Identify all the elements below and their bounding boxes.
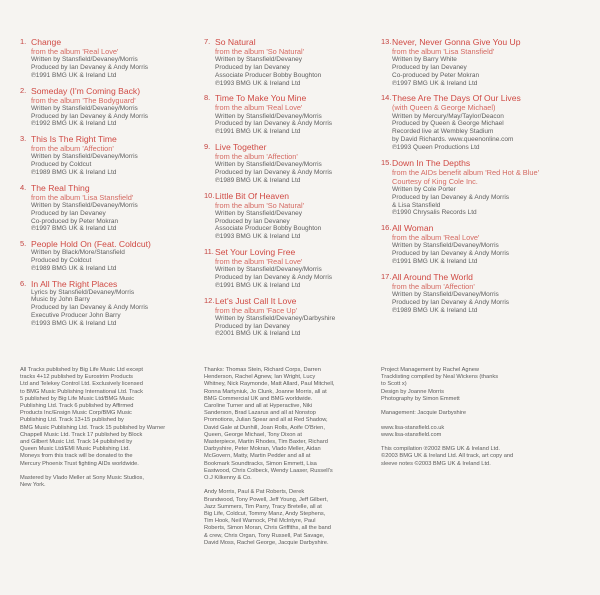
track-item (20, 134, 196, 177)
track-number: 14. (381, 93, 392, 103)
website-line: www.lisa-stansfield.co.uk (381, 424, 445, 431)
track-item (20, 37, 196, 80)
thanks-line: Sanderson, Brad Lazarus and all at Nonstop (204, 410, 316, 417)
track-credit: ℗1989 BMG UK & Ireland Ltd (215, 176, 301, 184)
publishing-line: Ltd and Telekey Control Ltd. Exclusively licensed (20, 381, 143, 388)
publishing-line: Moneys from this track will be donated to the (20, 453, 133, 460)
track-credit: Produced by Ian Devaney & Andy Morris (31, 112, 149, 120)
track-item (20, 86, 196, 129)
credit-line: Tracklisting compiled by Neal Wickens (thanks (381, 374, 499, 381)
track-credit: Lyrics by Stansfield/Devaney/Morris (31, 288, 135, 296)
track-credit: Written by Stansfield/Devaney/Morris (31, 56, 138, 64)
track-body (215, 142, 380, 185)
track-credit: Written by Stansfield/Devaney/Morris (31, 104, 138, 112)
track-credit: ℗1991 BMG UK & Ireland Ltd (392, 257, 478, 265)
track-title: Down In The Depths (392, 157, 471, 168)
spacer (381, 417, 563, 424)
thanks-line: Whitney, Nick Raymonde, Matt Allard, Paul Mitchell, (204, 381, 335, 388)
track-credit: Written by Stansfield/Devaney/Morris (215, 266, 322, 274)
track-body (392, 272, 557, 315)
track-title: So Natural (215, 37, 256, 47)
track-credit: ℗1997 BMG UK & Ireland Ltd (392, 79, 478, 87)
track-title: All Woman (392, 223, 434, 234)
track-body (392, 158, 557, 218)
track-credit: ℗1992 BMG UK & Ireland Ltd (31, 120, 117, 128)
track-item (204, 247, 380, 290)
thanks-line: Henderson, Rachel Agnew, Ian Wright, Lucy (204, 374, 316, 381)
track-credit: by David Richards. www.queenonline.com (392, 135, 514, 143)
track-credit: Produced by Coldcut (31, 161, 92, 169)
track-item (20, 183, 196, 233)
track-body (31, 239, 196, 272)
track-title: Let's Just Call It Love (215, 295, 297, 306)
track-album: from the album 'The Bodyguard' (31, 95, 136, 105)
track-number: 8. (204, 93, 211, 103)
publishing-line: 5 published by Big Life Music Ltd/BMG Music (20, 395, 135, 402)
track-item (204, 142, 380, 185)
thanks-line: Queen, George Michael, Tony Dixon at (204, 431, 302, 438)
track-number: 10. (204, 190, 215, 200)
track-credit: ℗2001 BMG UK & Ireland Ltd (215, 330, 301, 338)
track-title: All Around The World (392, 271, 473, 282)
track-number: 9. (204, 141, 211, 151)
thanks-line: BMG Commercial UK and BMG worldwide. (204, 395, 313, 402)
track-credit: Associate Producer Bobby Boughton (215, 225, 322, 233)
track-number: 5. (20, 239, 27, 249)
track-credit: ℗1989 BMG UK & Ireland Ltd (31, 264, 117, 272)
track-credit: Written by Stansfield/Devaney (215, 209, 302, 217)
track-body (392, 93, 557, 151)
track-credit: ℗1991 BMG UK & Ireland Ltd (31, 71, 117, 79)
publishing-line: Mastered by Vlado Meller at Sony Music Studios, (20, 475, 144, 482)
publishing-line: Mercury Phoenix Trust fighting AIDs worldwide. (20, 460, 139, 467)
track-credit: Written by Stansfield/Devaney/Morris (31, 201, 138, 209)
track-album: from the album 'Real Love' (215, 256, 303, 266)
thanks-line: Darbyshire, Peter Mokran, Vlado Meller, Aidan (204, 446, 321, 453)
track-credit: Written by Mercury/May/Taylor/Deacon (392, 112, 504, 120)
track-item (20, 239, 196, 272)
track-album: from the album 'Real Love' (215, 103, 303, 113)
thanks-line: Masterpiece, Martin Rhodes, Tim Baxter, Richard (204, 439, 328, 446)
thanks-line: Promotions, Julian Spear and all at Red Shadow, (204, 417, 328, 424)
track-credit: ℗1989 BMG UK & Ireland Ltd (31, 168, 117, 176)
track-credit: Produced by Ian Devaney & Andy Morris (392, 298, 510, 306)
track-title: The Real Thing (31, 182, 90, 193)
track-body (215, 37, 380, 87)
track-credit: Produced by Coldcut (31, 256, 92, 264)
track-title: In All The Right Places (31, 278, 118, 289)
publishing-line: BMG Music Publishing Ltd. Track 15 published by Warner (20, 424, 166, 431)
thanks-line: David Moss, Rachel George, Jacquie Darbyshire. (204, 539, 329, 546)
track-credit: ℗1993 BMG UK & Ireland Ltd (31, 319, 117, 327)
track-credit: Produced by Ian Devaney (215, 322, 290, 330)
management-line: Management: Jacquie Darbyshire (381, 410, 467, 417)
track-credit: Written by Black/More/Stansfield (31, 249, 125, 257)
track-credit: Produced by Ian Devaney (215, 64, 290, 71)
publishing-line: Publishing Ltd. Track 6 published by Affirmed (20, 403, 134, 410)
publishing-line: and Gilbert Music Ltd. Track 14 published by (20, 439, 133, 446)
track-credit: Produced by Ian Devaney & Andy Morris (215, 120, 333, 128)
track-credit: Produced by Ian Devaney & Andy Morris (215, 168, 333, 176)
track-item (381, 272, 557, 315)
thanks-line: David Gale at Dunhill, Joan Rolls, Aoife O'Brien, (204, 424, 325, 431)
credit-line: Design by Joanne Morris (381, 388, 444, 395)
track-body (215, 191, 380, 241)
track-number: 4. (20, 182, 27, 192)
publishing-notes (20, 367, 192, 489)
thanks-line: Ronna Martyniuk, Jo Clunk, Joanne Morris, all at (204, 388, 327, 395)
thanks-line: Andy Morris, Paul & Pat Roberts, Derek (204, 489, 305, 496)
track-title: These Are The Days Of Our Lives (392, 93, 521, 104)
thanks-line: Eastwood, Chris Colbeck, Wendy Laaser, Russell's (204, 467, 333, 474)
track-credit: Written by Stansfield/Devaney/Morris (215, 112, 322, 120)
website-line: www.lisa-stansfield.com (381, 431, 442, 438)
thanks-line: O.J Kilkenny & Co. (204, 475, 252, 482)
thanks-line: Brandwood, Tony Powell, Jeff Young, Jeff Gilbert, (204, 496, 328, 503)
track-credit: ℗1990 Chrysalis Records Ltd (392, 209, 477, 217)
track-body (215, 296, 380, 339)
track-album: from the album 'Real Love' (31, 47, 119, 56)
track-body (31, 37, 196, 80)
track-title: Never, Never Gonna Give You Up (392, 37, 521, 47)
track-title: Change (31, 37, 62, 47)
publishing-line: Queen Music Ltd/EMI Music Publishing Ltd. (20, 446, 131, 453)
track-credit: ℗1993 BMG UK & Ireland Ltd (215, 233, 301, 241)
thanks-line: Roberts, Simon Moran, Chris Griffiths, all the band (204, 525, 331, 532)
spacer (381, 403, 563, 410)
track-album: from the album 'So Natural' (215, 47, 305, 56)
thanks-line: Jazz Summers, Tim Parry, Tracy Bretelle, all at (204, 503, 322, 510)
track-number: 1. (20, 37, 27, 46)
spacer (20, 468, 192, 475)
thanks-line: McGovern, Matty, Martin Pedder and all at (204, 453, 311, 460)
track-credit: ℗1991 BMG UK & Ireland Ltd (215, 281, 301, 289)
thanks-line: Tim Hook, Neil Warnock, Phil McIntyre, Paul (204, 518, 316, 525)
track-credit: Produced by Ian Devaney (392, 64, 467, 71)
track-album: from the album 'Affection' (215, 151, 298, 161)
track-number: 3. (20, 134, 27, 144)
track-credit: Written by Stansfield/Devaney/Morris (215, 161, 322, 169)
track-item (204, 191, 380, 241)
track-album: from the album 'Face Up' (215, 305, 298, 315)
track-title: Time To Make You Mine (215, 93, 307, 104)
track-courtesy: Courtesy of King Cole Inc. (392, 176, 478, 186)
track-credit: Produced by Ian Devaney & Andy Morris (31, 304, 149, 312)
track-number: 16. (381, 223, 392, 233)
track-credit: Written by Barry White (392, 56, 457, 64)
track-body (215, 93, 380, 136)
credit-line: Photography by Simon Emmett (381, 395, 460, 402)
track-credit: Co-produced by Peter Mokran (392, 71, 480, 79)
publishing-line: to BMG Music Publishing International Ltd. Track (20, 388, 143, 395)
track-item (381, 223, 557, 266)
track-album: from the album 'Affection' (392, 281, 475, 291)
copyright-line: This compilation ℗2002 BMG UK & Ireland Ltd. (381, 446, 500, 453)
track-credit: Produced by Ian Devaney (215, 217, 290, 225)
track-credit: Produced by Ian Devaney & Andy Morris (31, 64, 149, 71)
track-credit: Written by Stansfield/Devaney/Morris (392, 242, 499, 250)
publishing-line: tracks 4+12 published by Eurostrim Products (20, 374, 134, 381)
track-title: Set Your Loving Free (215, 246, 296, 257)
track-body (215, 247, 380, 290)
thanks-notes (204, 367, 378, 547)
track-body (392, 223, 557, 266)
track-number: 17. (381, 271, 392, 281)
track-title: This Is The Right Time (31, 134, 117, 145)
track-title: Little Bit Of Heaven (215, 190, 290, 201)
track-body (392, 37, 557, 87)
track-credit: ℗1993 BMG UK & Ireland Ltd (215, 79, 301, 87)
track-item (204, 37, 380, 87)
track-credit: ℗1997 BMG UK & Ireland Ltd (31, 225, 117, 233)
track-credit: ℗1993 Queen Productions Ltd (392, 143, 480, 151)
track-album: from the album 'Real Love' (392, 233, 480, 243)
track-credit: Recorded live at Wembley Stadium (392, 128, 494, 136)
track-album: from the album 'Lisa Stansfield' (392, 47, 495, 56)
track-body (31, 134, 196, 177)
credit-line: to Scott x) (381, 381, 407, 388)
track-credit: ℗1989 BMG UK & Ireland Ltd (392, 306, 478, 314)
track-number: 12. (204, 295, 215, 305)
track-title: Someday (I'm Coming Back) (31, 85, 141, 96)
track-credit: Produced by Ian Devaney (31, 209, 106, 217)
thanks-line: Thanks: Thomas Stein, Richard Corps, Darren (204, 367, 321, 373)
thanks-line: Bookmark Soundtracks, Simon Emmett, Lisa (204, 460, 317, 467)
track-credit: Written by Stansfield/Devaney/Morris (392, 290, 499, 298)
track-number: 11. (204, 246, 214, 256)
track-item (204, 93, 380, 136)
track-item (381, 158, 557, 218)
publishing-line: Products Inc/Ensign Music Corp/BMG Music (20, 410, 132, 417)
track-album: from the album 'So Natural' (215, 200, 305, 210)
credits-notes (381, 367, 563, 468)
thanks-line: Big Life, Coldcut, Tommy Manz, Andy Stephens, (204, 511, 326, 518)
track-credit: ℗1991 BMG UK & Ireland Ltd (215, 128, 301, 136)
track-album: from the album 'Affection' (31, 144, 114, 154)
track-item (381, 93, 557, 151)
thanks-line: Caroline Turner and all at Hyperactive, Niki (204, 403, 313, 410)
copyright-line: sleeve notes ©2003 BMG UK & Ireland Ltd. (381, 460, 491, 467)
track-credit: Executive Producer John Barry (31, 311, 121, 319)
tracklist-column-3 (381, 37, 557, 320)
track-album: from the AIDs benefit album 'Red Hot & Blue' (392, 167, 540, 177)
publishing-line: Publishing Ltd. Track 13+15 published by (20, 417, 124, 424)
track-credit: Produced by Ian Devaney & Andy Morris (392, 250, 510, 258)
track-credit: Produced by Ian Devaney & Andy Morris (392, 193, 510, 201)
track-album: from the album 'Lisa Stansfield' (31, 192, 134, 202)
track-credit: Produced by Queen & George Michael (392, 120, 504, 128)
spacer (204, 482, 378, 489)
track-credit: & Lisa Stansfield (392, 201, 441, 209)
track-number: 2. (20, 85, 27, 95)
track-credit: Written by Stansfield/Devaney/Darbyshire (215, 314, 336, 322)
track-credit: Music by John Barry (31, 296, 90, 304)
track-item (381, 37, 557, 87)
track-credit: Associate Producer Bobby Boughton (215, 71, 322, 79)
track-credit: Co-produced by Peter Mokran (31, 217, 119, 225)
spacer (381, 439, 563, 446)
track-item (204, 296, 380, 339)
publishing-line: New York. (20, 482, 46, 489)
track-number: 6. (20, 278, 27, 288)
track-number: 7. (204, 37, 211, 46)
track-body (31, 279, 196, 328)
copyright-line: ©2003 BMG UK & Ireland Ltd. All track, art copy and (381, 453, 514, 460)
publishing-line: All Tracks published by Big Life Music Ltd except (20, 367, 143, 373)
credit-line: Project Management by Rachel Agnew (381, 367, 480, 373)
track-body (31, 86, 196, 129)
track-body (31, 183, 196, 233)
thanks-line: & crew, Chris Organ, Tony Russell, Pat Savage, (204, 532, 325, 539)
track-number: 13. (381, 37, 392, 46)
track-credit: Written by Stansfield/Devaney/Morris (31, 153, 138, 161)
track-title: Live Together (215, 141, 267, 152)
track-credit: Written by Stansfield/Devaney (215, 56, 302, 64)
tracklist-column-1 (20, 37, 196, 334)
track-number: 15. (381, 157, 392, 167)
tracklist-column-2 (204, 37, 380, 344)
track-credit: Written by Cole Porter (392, 185, 456, 193)
track-title: People Hold On (Feat. Coldcut) (31, 239, 151, 250)
track-credit: Produced by Ian Devaney & Andy Morris (215, 273, 333, 281)
publishing-line: Chappell Music Ltd. Track 17 published by Block (20, 431, 143, 438)
track-item (20, 279, 196, 328)
track-album: (with Queen & George Michael) (392, 103, 496, 113)
